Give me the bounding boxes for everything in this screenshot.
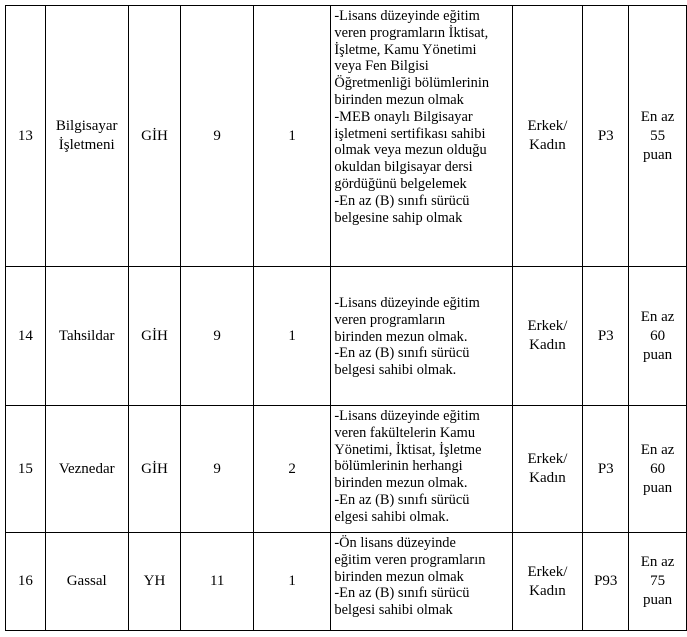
position-title: Gassal	[45, 533, 128, 631]
score-type: P93	[583, 533, 629, 631]
position-count: 1	[253, 6, 330, 267]
requirements: -Ön lisans düzeyinde eğitim veren programların birinden mezun olmak -En az (B) sınıfı sürücü belgesi sahibi olmak	[331, 533, 512, 631]
score-type: P3	[583, 267, 629, 406]
grade: 9	[181, 6, 254, 267]
score-type: P3	[583, 6, 629, 267]
row-number: 14	[6, 267, 46, 406]
grade: 9	[181, 406, 254, 533]
service-class: YH	[128, 533, 181, 631]
grade: 9	[181, 267, 254, 406]
positions-table	[5, 5, 687, 631]
minimum-score: En az 55 puan	[629, 6, 687, 267]
row-number: 15	[6, 406, 46, 533]
row-number: 13	[6, 6, 46, 267]
table-row	[6, 533, 687, 631]
gender: Erkek/ Kadın	[512, 6, 583, 267]
gender: Erkek/ Kadın	[512, 267, 583, 406]
service-class: GİH	[128, 267, 181, 406]
requirements: -Lisans düzeyinde eğitim veren fakültelerin Kamu Yönetimi, İktisat, İşletme bölümlerinin herhangi birinden mezun olmak. -En az (B) sınıfı sürücü elgesi sahibi olmak.	[331, 406, 512, 533]
service-class: GİH	[128, 406, 181, 533]
grade: 11	[181, 533, 254, 631]
position-title: Bilgisayar İşletmeni	[45, 6, 128, 267]
minimum-score: En az 60 puan	[629, 267, 687, 406]
row-number: 16	[6, 533, 46, 631]
requirements: -Lisans düzeyinde eğitim veren programların birinden mezun olmak. -En az (B) sınıfı sürücü belgesi sahibi olmak.	[331, 267, 512, 406]
requirements: -Lisans düzeyinde eğitim veren programların İktisat, İşletme, Kamu Yönetimi veya Fen Bilgisi Öğretmenliği bölümlerinin birinden mezun olmak -MEB onaylı Bilgisayar işletmeni sertifikası sahibi olmak veya mezun olduğu okuldan bilgisayar dersi gördüğünü belgelemek -En az (B) sınıfı sürücü belgesine sahip olmak	[331, 6, 512, 267]
position-count: 2	[253, 406, 330, 533]
position-title: Veznedar	[45, 406, 128, 533]
position-count: 1	[253, 267, 330, 406]
minimum-score: En az 75 puan	[629, 533, 687, 631]
position-count: 1	[253, 533, 330, 631]
position-title: Tahsildar	[45, 267, 128, 406]
service-class: GİH	[128, 6, 181, 267]
minimum-score: En az 60 puan	[629, 406, 687, 533]
table-row	[6, 6, 687, 267]
score-type: P3	[583, 406, 629, 533]
table-row	[6, 267, 687, 406]
gender: Erkek/ Kadın	[512, 406, 583, 533]
table-row	[6, 406, 687, 533]
gender: Erkek/ Kadın	[512, 533, 583, 631]
